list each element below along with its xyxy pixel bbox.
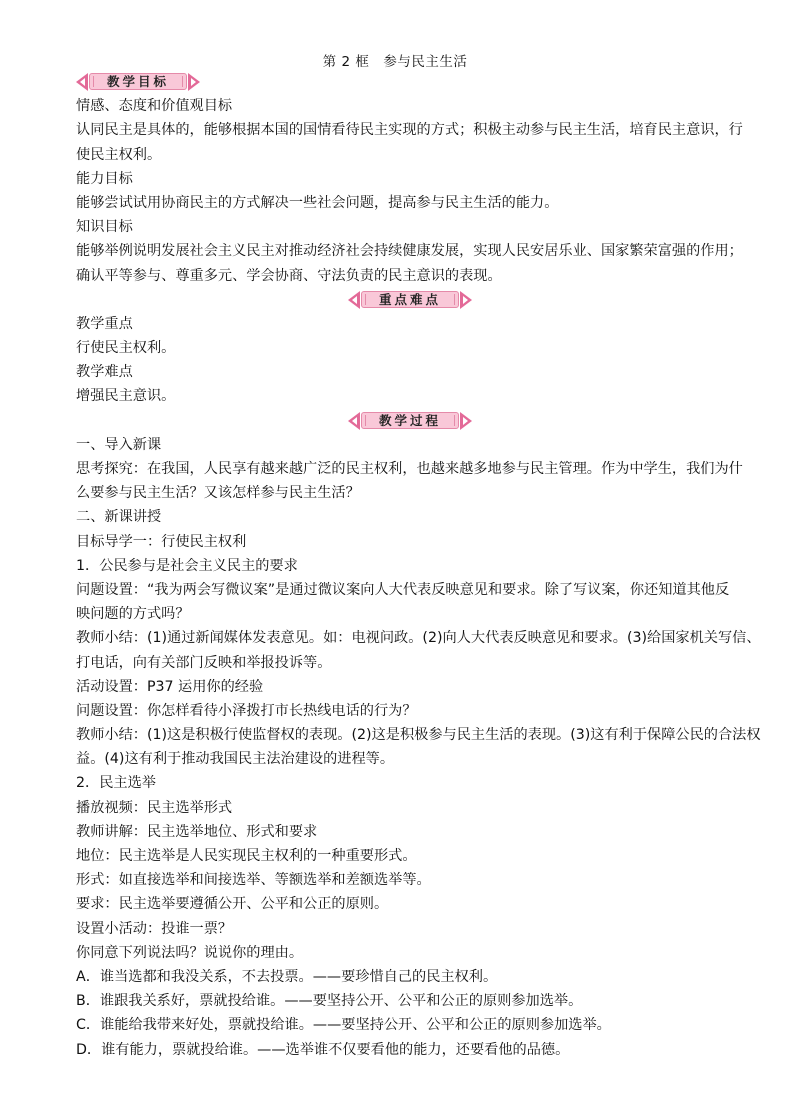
text-line: 要求：民主选举要遵循公开、公平和公正的原则。 <box>76 896 389 913</box>
text-line: 教学难点 <box>76 364 133 381</box>
text-line: 活动设置：P37 运用你的经验 <box>76 678 264 695</box>
text-line: 目标导学一：行使民主权利 <box>76 533 247 550</box>
text-line: 能力目标 <box>76 170 133 187</box>
text-line: 问题设置：你怎样看待小泽拨打市长热线电话的行为？ <box>76 702 417 719</box>
badge-label: 教学目标 <box>106 74 169 89</box>
arrow-right-icon <box>460 412 472 430</box>
text-line: 问题设置：“我为两会写微议案”是通过微议案向人大代表反映意见和要求。除了写议案，你还知道其他反 <box>76 581 730 598</box>
arrow-right-icon <box>460 291 472 309</box>
text-line: 映问题的方式吗？ <box>76 606 190 623</box>
text-line: 教师讲解：民主选举地位、形式和要求 <box>76 823 318 840</box>
text-line: 打电话，向有关部门反映和举报投诉等。 <box>76 654 332 671</box>
text-line: 知识目标 <box>76 219 133 236</box>
text-line: 情感、态度和价值观目标 <box>76 98 233 115</box>
page-title: 第 2 框 参与民主生活 <box>322 54 468 70</box>
badge-label: 重点难点 <box>378 291 441 307</box>
text-line: 增强民主意识。 <box>76 388 176 405</box>
text-line: B．谁跟我关系好，票就投给谁。——要坚持公开、公平和公正的原则参加选举。 <box>76 993 583 1010</box>
section-keypoints <box>76 288 756 312</box>
text-line: 思考探究：在我国，人民享有越来越广泛的民主权利，也越来越多地参与民主管理。作为中学生，我们为什 <box>76 461 743 477</box>
badge-teaching-process <box>348 411 472 430</box>
arrow-left-icon <box>348 412 360 430</box>
badge-label: 教学过程 <box>378 412 441 428</box>
text-line: 益。(4)这有利于推动我国民主法治建设的进程等。 <box>76 751 395 768</box>
section-process <box>76 409 756 433</box>
arrow-left-icon <box>76 73 88 91</box>
text-line: 你同意下列说法吗？说说你的理由。 <box>76 944 304 961</box>
text-line: 教师小结：(1)通过新闻媒体发表意见。如：电视问政。(2)向人大代表反映意见和要求。(3)给国家机关写信、 <box>76 630 761 647</box>
text-line: 地位：民主选举是人民实现民主权利的一种重要形式。 <box>76 848 417 864</box>
text-line: 能够尝试试用协商民主的方式解决一些社会问题，提高参与民主生活的能力。 <box>76 194 559 211</box>
badge-teaching-goals <box>76 72 200 91</box>
text-line: 么要参与民主生活？又该怎样参与民主生活？ <box>76 485 360 502</box>
text-line: D．谁有能力，票就投给谁。——选举谁不仅要看他的能力，还要看他的品德。 <box>76 1041 570 1058</box>
text-line: 确认平等参与、尊重多元、学会协商、守法负责的民主意识的表现。 <box>76 267 502 284</box>
section-goals <box>76 70 756 94</box>
text-line: 播放视频：民主选举形式 <box>76 799 233 816</box>
text-line: 设置小活动：投谁一票？ <box>76 920 233 937</box>
text-line: 教师小结：(1)这是积极行使监督权的表现。(2)这是积极参与民主生活的表现。(3)这有利于保障公民的合法权 <box>76 727 761 744</box>
badge-key-points <box>348 290 472 309</box>
text-line: 行使民主权利。 <box>76 340 176 357</box>
text-line: 一、导入新课 <box>76 436 162 453</box>
text-line: 2．民主选举 <box>76 775 156 792</box>
text-line: 认同民主是具体的，能够根据本国的国情看待民主实现的方式；积极主动参与民主生活，培育民主意识，行 <box>76 122 743 139</box>
text-line: 形式：如直接选举和间接选举、等额选举和差额选举等。 <box>76 872 431 889</box>
arrow-right-icon <box>188 73 200 91</box>
text-line: 教学重点 <box>76 315 133 332</box>
text-line: 能够举例说明发展社会主义民主对推动经济社会持续健康发展，实现人民安居乐业、国家繁荣富强的作用； <box>76 243 743 260</box>
arrow-left-icon <box>348 291 360 309</box>
text-line: C．谁能给我带来好处，票就投给谁。——要坚持公开、公平和公正的原则参加选举。 <box>76 1017 611 1034</box>
document-body <box>76 70 761 1062</box>
text-line: 使民主权利。 <box>76 146 162 163</box>
text-line: 二、新课讲授 <box>76 509 162 526</box>
text-line: 1．公民参与是社会主义民主的要求 <box>76 557 298 574</box>
text-line: A．谁当选都和我没关系，不去投票。——要珍惜自己的民主权利。 <box>76 968 498 985</box>
